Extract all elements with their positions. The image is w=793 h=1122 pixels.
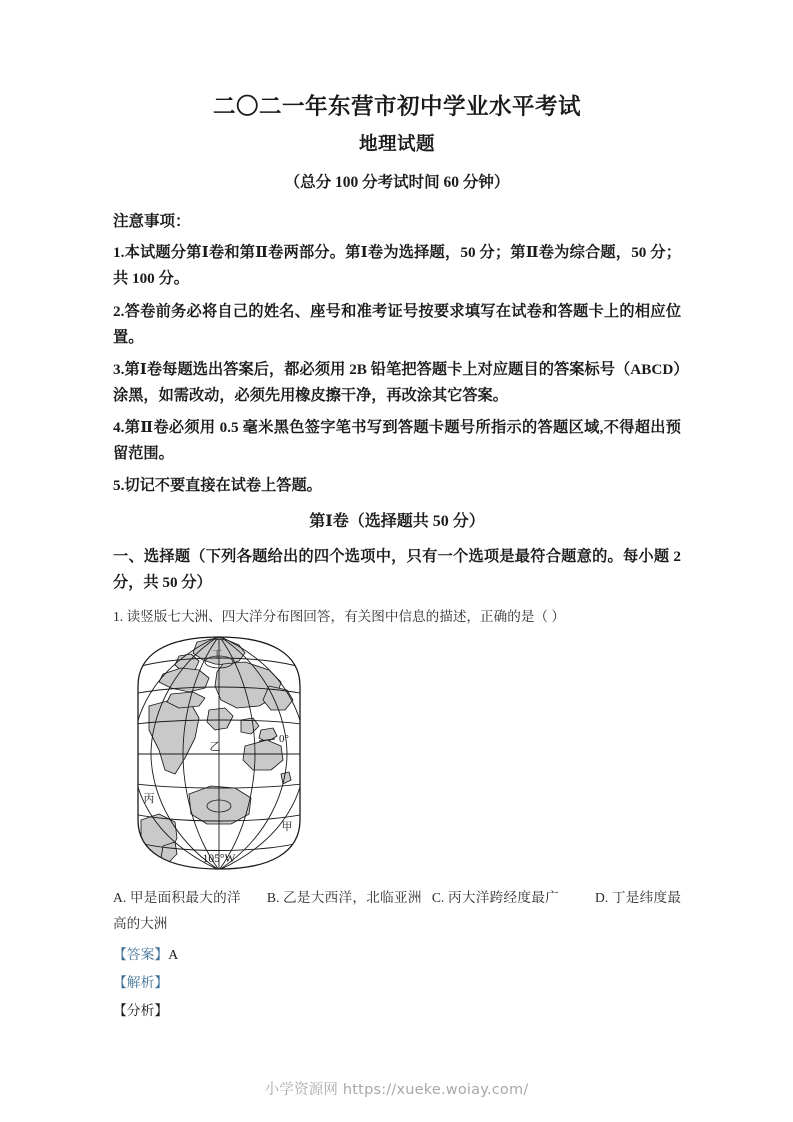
option-a[interactable]: A. 甲是面积最大的洋 (113, 889, 241, 905)
analysis-label: 【解析】 (113, 974, 169, 990)
page-content (113, 92, 681, 1025)
notice-heading: 注意事项： (113, 213, 191, 231)
exam-meta: （总分 100 分考试时间 60 分钟） (284, 174, 510, 192)
paper-one-heading: 第Ⅰ卷（选择题共 50 分） (309, 512, 485, 530)
question-1-options (113, 885, 681, 937)
map-label-bing: 丙 (143, 791, 155, 805)
map-label-yi: 乙 (209, 739, 221, 753)
question-1-stem: 1. 读竖版七大洲、四大洋分布图回答，有关图中信息的描述，正确的是（ ） (113, 608, 565, 624)
explain-label: 【分析】 (113, 1003, 169, 1019)
footer-watermark (0, 1078, 793, 1099)
map-label-ding: 丁 (212, 649, 222, 661)
notice-item-5: 5.切记不要直接在试卷上答题。 (113, 477, 322, 495)
option-d[interactable]: D. 丁是纬度最高的大洲 (113, 889, 681, 931)
option-c[interactable]: C. 丙大洋跨经度最广 (431, 889, 559, 905)
notice-item-1: 1.本试题分第Ⅰ卷和第Ⅱ卷两部分。第Ⅰ卷为选择题，50 分；第Ⅱ卷为综合题，50 分；共 100 分。 (113, 244, 681, 288)
notice-item-3: 3.第Ⅰ卷每题选出答案后，都必须用 2B 铅笔把答题卡上对应题目的答案标号（ABCD）涂黑，如需改动，必须先用橡皮擦干净，再改涂其它答案。 (113, 360, 681, 404)
world-map-svg (119, 634, 319, 872)
page-subtitle: 地理试题 (358, 135, 435, 156)
map-body (119, 634, 319, 872)
page-title: 二〇二一年东营市初中学业水平考试 (212, 94, 581, 119)
explain-line (113, 997, 681, 1025)
notice-item-4: 4.第Ⅱ卷必须用 0.5 毫米黑色签字笔书写到答题卡题号所指示的答题区域,不得超出预留范围。 (113, 419, 681, 463)
option-b[interactable]: B. 乙是大西洋，北临亚洲 (266, 889, 422, 905)
figure-world-map (113, 634, 681, 877)
map-label-prime-meridian: 0° (279, 732, 289, 745)
answer-label: 【答案】 (113, 946, 169, 962)
part-one-heading: 一、选择题（下列各题给出的四个选项中，只有一个选项是最符合题意的。每小题 2 分，共 50 分） (113, 547, 681, 591)
watermark-url: https://xueke.woiay.com/ (342, 1082, 529, 1098)
analysis-line (113, 969, 681, 997)
map-label-jia: 甲 (281, 819, 293, 833)
watermark-site-name: 小学资源网 (264, 1082, 339, 1098)
notice-item-2: 2.答卷前务必将自己的姓名、座号和准考证号按要求填写在试卷和答题卡上的相应位置。 (113, 302, 681, 346)
answer-line (113, 941, 681, 969)
map-label-bottom-meridian: 105°W (202, 852, 236, 865)
answer-value: A (168, 946, 179, 962)
